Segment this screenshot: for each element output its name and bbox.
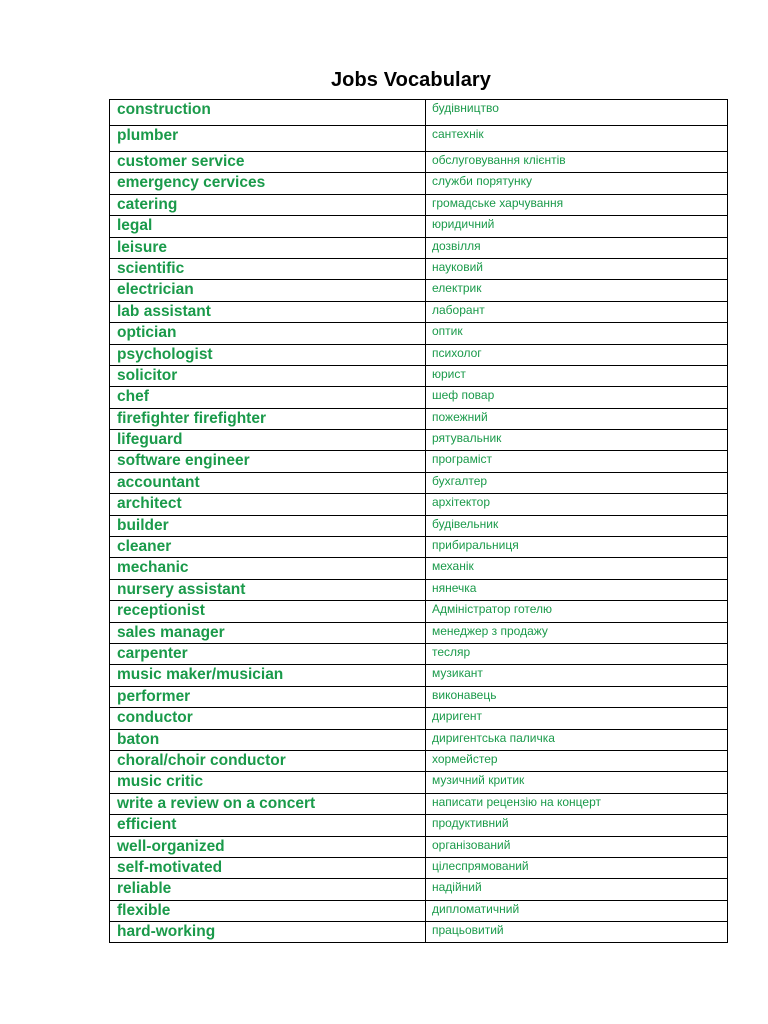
english-term: chef <box>110 387 426 408</box>
page-title: Jobs Vocabulary <box>330 69 492 91</box>
table-row <box>110 451 728 472</box>
table-row <box>110 301 728 322</box>
english-term: catering <box>110 194 426 215</box>
ukrainian-translation: Адміністратор готелю <box>426 601 728 622</box>
ukrainian-translation: психолог <box>426 344 728 365</box>
ukrainian-translation: бухгалтер <box>426 472 728 493</box>
ukrainian-translation: дозвілля <box>426 237 728 258</box>
ukrainian-translation: пожежний <box>426 408 728 429</box>
english-term: legal <box>110 216 426 237</box>
table-row <box>110 152 728 173</box>
english-term: baton <box>110 729 426 750</box>
table-row <box>110 601 728 622</box>
english-term: hard-working <box>110 922 426 943</box>
ukrainian-translation: написати рецензію на концерт <box>426 793 728 814</box>
table-row <box>110 772 728 793</box>
table-row <box>110 622 728 643</box>
english-term: customer service <box>110 152 426 173</box>
ukrainian-translation: продуктивний <box>426 815 728 836</box>
ukrainian-translation: музикант <box>426 665 728 686</box>
table-row <box>110 387 728 408</box>
english-term: self-motivated <box>110 857 426 878</box>
table-row <box>110 665 728 686</box>
ukrainian-translation: рятувальник <box>426 430 728 451</box>
english-term: performer <box>110 686 426 707</box>
english-term: accountant <box>110 472 426 493</box>
english-term: optician <box>110 323 426 344</box>
table-row <box>110 558 728 579</box>
table-row <box>110 344 728 365</box>
english-term: reliable <box>110 879 426 900</box>
english-term: write a review on a concert <box>110 793 426 814</box>
english-term: cleaner <box>110 537 426 558</box>
english-term: lab assistant <box>110 301 426 322</box>
ukrainian-translation: організований <box>426 836 728 857</box>
english-term: firefighter firefighter <box>110 408 426 429</box>
english-term: psychologist <box>110 344 426 365</box>
ukrainian-translation: дипломатичний <box>426 900 728 921</box>
ukrainian-translation: архітектор <box>426 494 728 515</box>
table-row <box>110 815 728 836</box>
english-term: choral/choir conductor <box>110 750 426 771</box>
english-term: lifeguard <box>110 430 426 451</box>
table-row <box>110 472 728 493</box>
english-term: architect <box>110 494 426 515</box>
ukrainian-translation: працьовитий <box>426 922 728 943</box>
table-row <box>110 173 728 194</box>
ukrainian-translation: громадське харчування <box>426 194 728 215</box>
table-row <box>110 836 728 857</box>
table-row <box>110 708 728 729</box>
table-row <box>110 194 728 215</box>
table-row <box>110 686 728 707</box>
english-term: solicitor <box>110 365 426 386</box>
table-row <box>110 430 728 451</box>
ukrainian-translation: шеф повар <box>426 387 728 408</box>
ukrainian-translation: обслуговування клієнтів <box>426 152 728 173</box>
table-row <box>110 922 728 943</box>
table-row <box>110 900 728 921</box>
english-term: well-organized <box>110 836 426 857</box>
ukrainian-translation: тесляр <box>426 643 728 664</box>
table-row <box>110 258 728 279</box>
english-term: conductor <box>110 708 426 729</box>
ukrainian-translation: диригентська паличка <box>426 729 728 750</box>
english-term: mechanic <box>110 558 426 579</box>
table-row <box>110 793 728 814</box>
ukrainian-translation: будівництво <box>426 100 728 126</box>
english-term: construction <box>110 100 426 126</box>
vocabulary-table-body <box>110 100 728 943</box>
english-term: nursery assistant <box>110 579 426 600</box>
table-row <box>110 216 728 237</box>
table-row <box>110 494 728 515</box>
table-row <box>110 515 728 536</box>
table-row <box>110 537 728 558</box>
english-term: music critic <box>110 772 426 793</box>
ukrainian-translation: менеджер з продажу <box>426 622 728 643</box>
english-term: software engineer <box>110 451 426 472</box>
table-row <box>110 750 728 771</box>
english-term: builder <box>110 515 426 536</box>
ukrainian-translation: механік <box>426 558 728 579</box>
english-term: plumber <box>110 126 426 152</box>
ukrainian-translation: надійний <box>426 879 728 900</box>
table-row <box>110 879 728 900</box>
ukrainian-translation: музичний критик <box>426 772 728 793</box>
english-term: scientific <box>110 258 426 279</box>
table-row <box>110 280 728 301</box>
ukrainian-translation: виконавець <box>426 686 728 707</box>
ukrainian-translation: будівельник <box>426 515 728 536</box>
ukrainian-translation: електрик <box>426 280 728 301</box>
ukrainian-translation: юридичний <box>426 216 728 237</box>
ukrainian-translation: цілеспрямований <box>426 857 728 878</box>
ukrainian-translation: прибиральниця <box>426 537 728 558</box>
table-row <box>110 408 728 429</box>
ukrainian-translation: програміст <box>426 451 728 472</box>
ukrainian-translation: науковий <box>426 258 728 279</box>
table-row <box>110 323 728 344</box>
english-term: sales manager <box>110 622 426 643</box>
table-row <box>110 729 728 750</box>
english-term: music maker/musician <box>110 665 426 686</box>
table-row <box>110 126 728 152</box>
english-term: electrician <box>110 280 426 301</box>
english-term: receptionist <box>110 601 426 622</box>
ukrainian-translation: оптик <box>426 323 728 344</box>
vocabulary-table <box>109 99 728 943</box>
table-row <box>110 579 728 600</box>
ukrainian-translation: сантехнік <box>426 126 728 152</box>
table-row <box>110 237 728 258</box>
ukrainian-translation: нянечка <box>426 579 728 600</box>
ukrainian-translation: хормейстер <box>426 750 728 771</box>
english-term: flexible <box>110 900 426 921</box>
english-term: efficient <box>110 815 426 836</box>
table-row <box>110 857 728 878</box>
english-term: emergency cervices <box>110 173 426 194</box>
ukrainian-translation: диригент <box>426 708 728 729</box>
ukrainian-translation: юрист <box>426 365 728 386</box>
ukrainian-translation: служби порятунку <box>426 173 728 194</box>
table-row <box>110 643 728 664</box>
table-row <box>110 365 728 386</box>
english-term: carpenter <box>110 643 426 664</box>
ukrainian-translation: лаборант <box>426 301 728 322</box>
table-row <box>110 100 728 126</box>
english-term: leisure <box>110 237 426 258</box>
